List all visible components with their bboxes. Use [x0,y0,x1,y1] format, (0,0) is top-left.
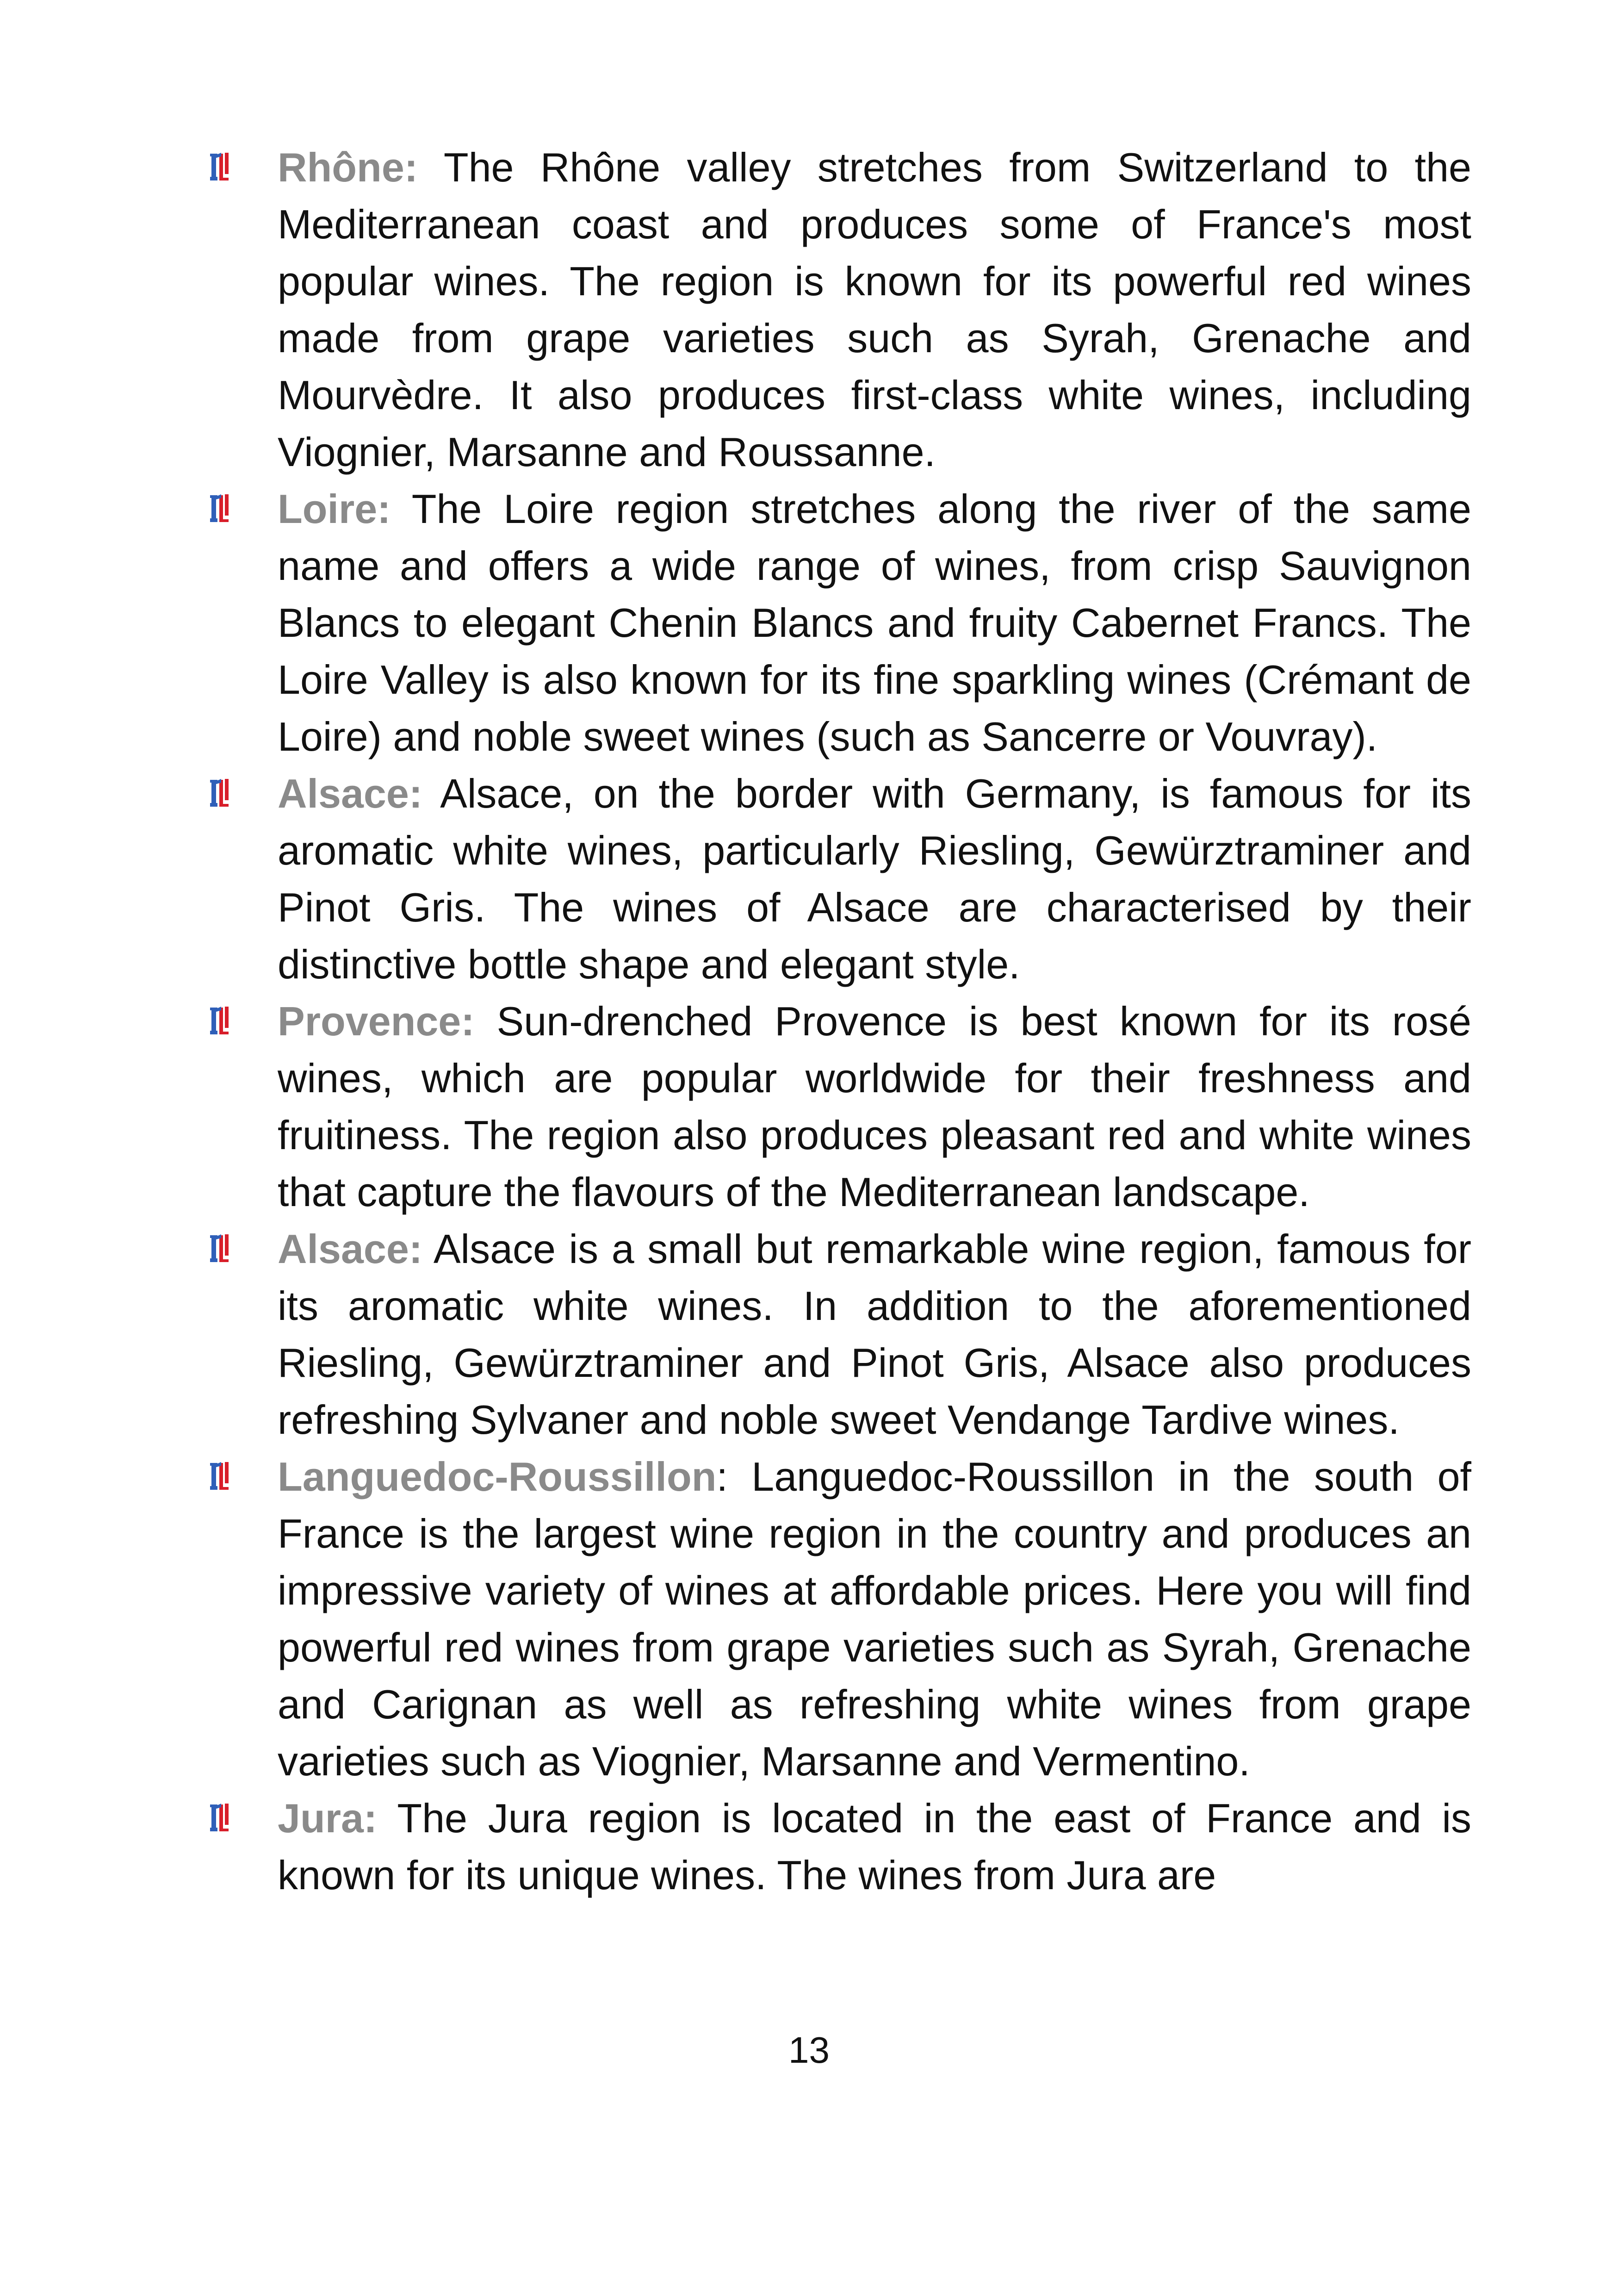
wine-region-list [208,139,1471,1904]
list-item [208,1790,1471,1904]
french-flag-figure-icon [208,1460,239,1493]
region-description: The Loire region stretches along the river of the same name and offers a wide range of wines, from crisp Sauvignon Blancs to elegant Chenin Blancs and fruity Cabernet Francs. The Loire Valley is also known for its fine sparkling wines (Crémant de Loire) and noble sweet wines (such as Sancerre or Vouvray). [278,486,1471,759]
region-description: Alsace, on the border with Germany, is famous for its aromatic white wines, particularly Riesling, Gewürztraminer and Pinot Gris. The wines of Alsace are characterised by their distinctive bottle shape and elegant style. [278,771,1471,987]
list-item [208,765,1471,993]
page-number: 13 [788,2029,830,2071]
french-flag-figure-icon [208,492,239,525]
region-description: The Jura region is located in the east of France and is known for its unique wines. The wines from Jura are [278,1795,1471,1898]
french-flag-figure-icon [208,777,239,809]
french-flag-figure-icon [208,1802,239,1834]
list-item [208,139,1471,480]
list-item [208,480,1471,765]
french-flag-figure-icon [208,1232,239,1265]
region-description: Alsace is a small but remarkable wine region, famous for its aromatic white wines. In addition to the aforementioned Riesling, Gewürztraminer and Pinot Gris, Alsace also produces refreshing Sylvaner and noble sweet Vendange Tardive wines. [278,1226,1471,1443]
region-description: : Languedoc-Roussillon in the south of France is the largest wine region in the country and produces an impressive variety of wines at affordable prices. Here you will find powerful red wines from grape varieties such as Syrah, Grenache and Carignan as well as refreshing white wines from grape varieties such as Viognier, Marsanne and Vermentino. [278,1454,1471,1784]
region-description: The Rhône valley stretches from Switzerland to the Mediterranean coast and produces some of France's most popular wines. The region is known for its powerful red wines made from grape varieties such as Syrah, Grenache and Mourvèdre. It also produces first-class white wines, including Viognier, Marsanne and Roussanne. [278,144,1471,475]
list-item [208,1220,1471,1448]
region-name: Languedoc-Roussillon [278,1454,717,1500]
region-description: Sun-drenched Provence is best known for its rosé wines, which are popular worldwide for their freshness and fruitiness. The region also produces pleasant red and white wines that capture the flavours of the Mediterranean landscape. [278,998,1471,1215]
region-name: Rhône: [278,144,418,190]
list-item [208,1448,1471,1790]
region-name: Alsace: [278,771,423,816]
region-name: Loire: [278,486,391,532]
french-flag-figure-icon [208,1005,239,1037]
region-name: Jura: [278,1795,378,1841]
french-flag-figure-icon [208,151,239,183]
region-name: Alsace: [278,1226,423,1272]
list-item [208,993,1471,1220]
region-name: Provence: [278,998,475,1044]
